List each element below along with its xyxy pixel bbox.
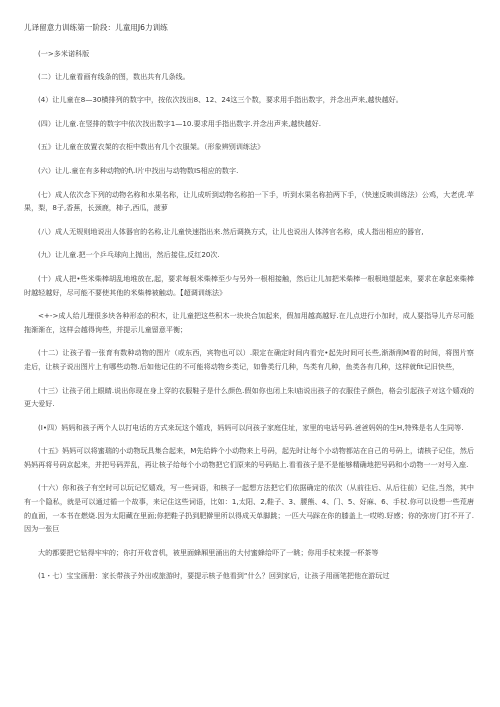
paragraph-18: (1・七）宝宝画册：家长带孩子外出或旅游时，要提示核子他看到“什么？回到家后，让孩子用画笔把他在游玩过: [38, 571, 390, 581]
paragraph-3: (4）让儿童在8—30横排列的数字中，按依次找出8、12、24这三个数，要求用手指出数字，并念出声来,越快越好。: [38, 95, 403, 105]
paragraph-15: (十五》妈妈可以将蜜瑞的小动物玩具集合起来，M先给眸个小动物来上号码，起先时让每个小动物都站在自己的号码上，请核子记住，然后妈妈再将号码京起来，并把号码弄乱，再让核子给每个小动物把它们原来的号码贴上.看看孩子是不是能够精确地把号码和小动物一一对号入座.: [24, 446, 474, 469]
paragraph-8: (八）成人无规则地说出人体器官的名称,让儿童快速指出来.然后调换方式，让儿也说出人体涔官名称，成人指出相应的器官,: [38, 226, 424, 236]
paragraph-10: (十）成人把•些米柴棒胡乱地堆放在,起，要求每根米柴棒至少与另外一根相接触，然后让儿加把米柴棒一根根地望起来，要求在拿起来柴棒时越轻越好，尽可能不要使其他的米柴棒被触动。【超调训练法》: [24, 273, 474, 297]
paragraph-12: (十二）让孩子看一张育有数种动物的图片（或东西，宾物也可以）.限定在确定时间内看完•起先时间可长些,渐渐削M看的时间，将图片察走后，让核子说出图片上有哪些动物.后如他记住的不可能将动物乡类记，如鲁类行几种，鸟类有几种，鱼类各有几种，这样就fit记旧快些，: [24, 348, 474, 371]
paragraph-2: (二）让儿童看画有线条的图，数出共有几条线。: [38, 71, 190, 81]
paragraph-13: (十三）让孩子闭上眼睛.说出你现在身上穿的衣服鞋子是什么颜色.假如你也闭上朱l庙说出孩子的衣服佳子颜色，格会引起孩子对这个嬉戏的更大爱好.: [24, 385, 474, 409]
paragraph-17: 大的都要把它钻得牢牢的；你打开收音机，被里面蜂厢里涌出的大付蜜蜂给吓了一眺；你用手杖来搅一杯茶等: [38, 547, 379, 557]
document-page: [24, 22, 474, 593]
paragraph-7: (七）成人依次念下列的动物名称和水果名称，让儿成听到动物名称拍一下手，听到水果名称拍两下手，（快速反映训练法）公鸡，大老虎.苹果，梨，8子,香蕉，长颈鹿，柿子,西瓜，菠萝: [24, 189, 474, 213]
paragraph-16: (十六）你和孩子有空时可以玩记忆嬉戏，写一些词语，和核子一起想方法把它们依据确定的依次（从前往后、从后往前）记住,当然，其中有一个隐私，就是可以通过循一个故事，来记住这些词语，比如：1,太阳、2,鞋子、3、腰熊、4、门、5、好麻、6、手杖.你可以设想一些荒唐的血面，一本书在燃烧.因为太阳藏在里面;你把鞋子扔到肥擀里所以得成天单脚跳；一匹大马踩在你的膝盖上一哎哟.好感；你的弥房门打不开了.因为一张巨: [24, 483, 474, 534]
paragraph-14: (I•四）妈妈和孩子两个人以打电话的方式来玩这个嬉戏，妈妈可以问孩子家庭住址，家里的电话号码.爸爸妈妈的生H,特殊是名人生同等.: [38, 422, 464, 432]
paragraph-11: <+->成人给儿理很多块各种形态的积木，让儿童把这些积木一块块合加起来，假加用越高越好.在儿点进行小加时，成人要指导儿卉尽可能拖渐渐在，这样会越得询些，并提示儿童留意平衡；: [24, 311, 474, 334]
paragraph-1: (一>多米诺科版: [38, 49, 90, 58]
paragraph-4: (四）让儿童.在竖排的数字中依次找出数字1—10.要求用手指出数字.并念出声来,越快越好.: [38, 118, 321, 128]
paragraph-9: (九）让儿童.把一个乒乓球向上抛出，然后接住,反红20次.: [38, 250, 220, 260]
paragraph-6: (六）让儿.童在有多种动物的f\.l片中找出与动物数IS相应的数字.: [38, 165, 239, 175]
document-title: 儿译留意力训练第一阶段：儿童用J6力训练: [24, 23, 168, 32]
paragraph-5: (五》让儿童在放置衣架的衣柜中数出有几个衣服架。（形象辨别训练法》: [38, 142, 265, 152]
